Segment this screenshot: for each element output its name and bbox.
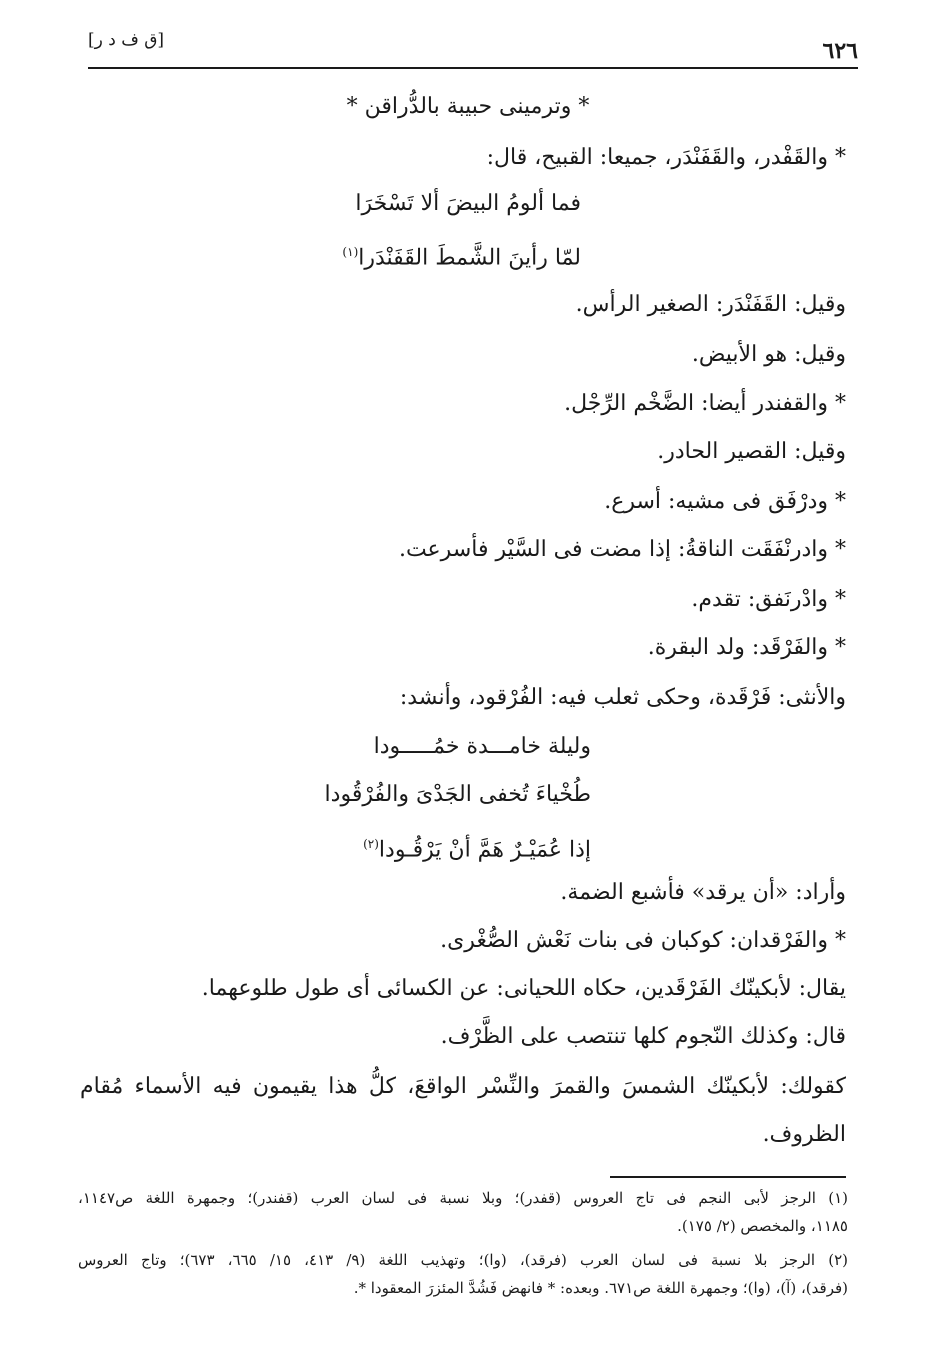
- entry-darfaq: * ودرْفَق فى مشيه: أسرع.: [604, 489, 846, 514]
- footnote-1: [78, 1184, 848, 1240]
- verse-quote: * وترمينى حبيبة بالدُّراقن *: [346, 94, 590, 119]
- entry-idranfaq: * وادْرنَفق: تقدم.: [691, 587, 846, 612]
- footnote-ref-1: (١): [342, 245, 359, 259]
- entry-farqad: * والفَرْقَد: ولد البقرة.: [647, 635, 846, 660]
- definition-line: الظروف.: [762, 1122, 846, 1147]
- definition-line: وقيل: هو الأبيض.: [691, 342, 846, 367]
- header-rule: [88, 67, 858, 69]
- verse-line-1: فما ألومُ البيضَ ألا تَسْخَرَا: [355, 191, 581, 216]
- footnote-rule: [610, 1176, 846, 1178]
- entry-farqadan: * والفَرْقدان: كوكبان فى بنات نَعْش الصُّغْرى.: [440, 928, 846, 953]
- definition-line: وقيل: القَفَنْدَر: الصغير الرأس.: [575, 292, 846, 317]
- verse-line-5-text: إذا عُمَيْـرٌ هَمَّ أنْ يَرْقُـودا: [378, 837, 591, 863]
- footnote-ref-2: (٢): [363, 837, 379, 851]
- footnote-1-line-1: (١) الرجز لأبى النجم فى تاج العروس (قفدر)؛ وبلا نسبة فى لسان العرب (قفندر)؛ وجمهرة اللغة ص١١٤٧،: [78, 1189, 848, 1207]
- verse-line-3: وليلة خامـــدة خمُـــــودا: [373, 734, 591, 759]
- verse-line-2-text: لمّا رأينَ الشَّمطَ القَفَنْدَرا: [358, 245, 581, 271]
- definition-line: والأنثى: فَرْقَدة، وحكى ثعلب فيه: الفُرْقود، وأنشد:: [399, 685, 846, 710]
- definition-line: كقولك: لأبكينّك الشمسَ والقمرَ والنِّسْر الواقعَ، كلُّ هذا يقيمون فيه الأسماء مُقام: [80, 1074, 846, 1099]
- entry-idranfaqat: * وادرنْفَقَت الناقةُ: إذا مضت فى السَّيْر فأسرعت.: [398, 537, 846, 562]
- page-header: [88, 30, 858, 66]
- root-letters-label: [ق ف د ر]: [88, 30, 165, 50]
- footnote-2: [78, 1246, 848, 1302]
- definition-line: * والقفندر أيضا: الضَّخْم الرِّجْل.: [564, 391, 846, 416]
- verse-line-2: [342, 237, 581, 273]
- footnote-2-line-1: (٢) الرجز بلا نسبة فى لسان العرب (فرقد)، (وا)؛ وتهذيب اللغة (٩/ ٤١٣، ١٥/ ٦٦٥، ٦٧٣)؛ وتاج العروس: [78, 1251, 849, 1269]
- footnote-1-line-2: ١١٨٥، والمخصص (٢/ ١٧٥).: [677, 1217, 848, 1235]
- definition-line: وأراد: «أن يرقد» فأشبع الضمة.: [560, 880, 846, 905]
- definition-line: قال: وكذلك النّجوم كلها تنتصب على الظَّرْف.: [440, 1024, 846, 1049]
- page-number: ٦٢٦: [822, 38, 858, 64]
- definition-line: وقيل: القصير الحادر.: [657, 439, 846, 464]
- footnote-2-line-2: (فرقد)، (آ)، (وا)؛ وجمهرة اللغة ص٦٧١. وبعده: * فانهض فَشُدَّ المئزرَ المعقودا *.: [353, 1279, 848, 1297]
- definition-line: يقال: لأبكينّك الفَرْقَدين، حكاه اللحيانى: عن الكسائى أى طول طلوعهما.: [201, 976, 846, 1001]
- verse-line-5: [363, 829, 591, 865]
- entry-qafdar: * والقَفْدر، والقَفَنْدَر، جميعا: القبيح، قال:: [486, 145, 846, 170]
- verse-line-4: طُخْياءَ تُخفى الجَدْىَ والفُرْقُودا: [324, 782, 591, 807]
